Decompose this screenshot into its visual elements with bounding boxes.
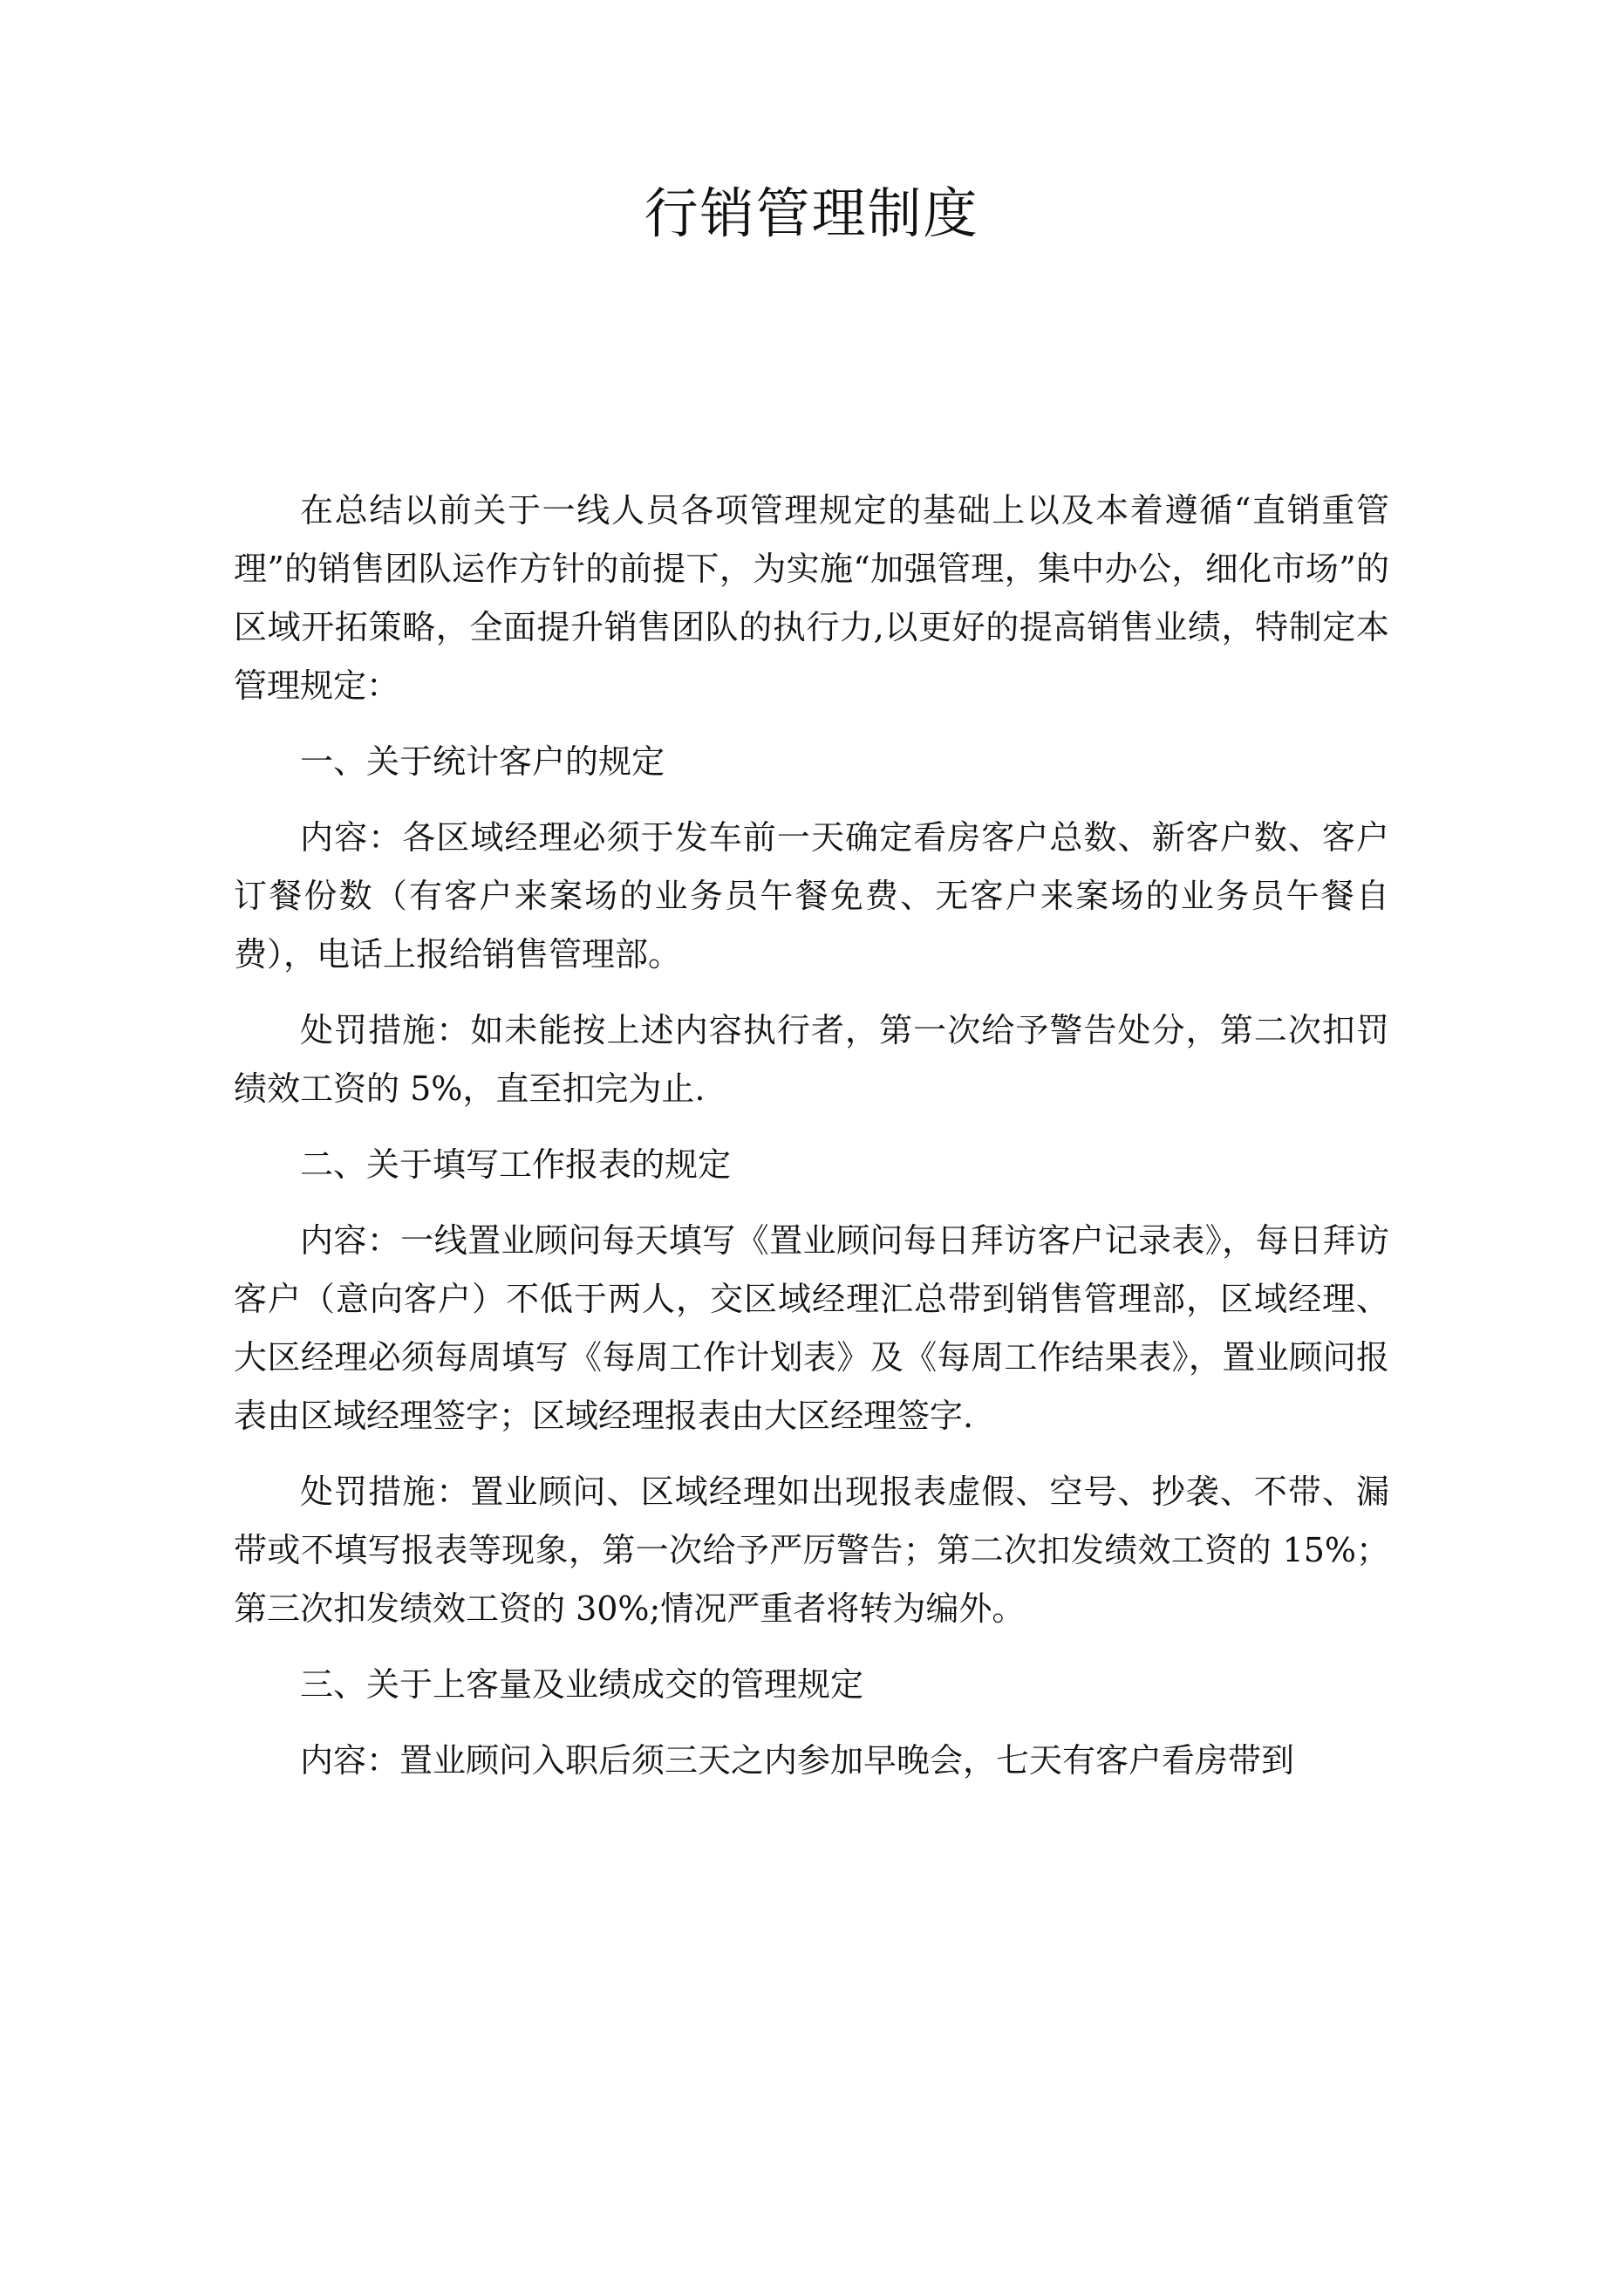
section-1-penalty: 处罚措施：如未能按上述内容执行者，第一次给予警告处分，第二次扣罚绩效工资的 5%，直至扣完为止. <box>234 1011 1389 1108</box>
section-2-penalty: 处罚措施：置业顾问、区域经理如出现报表虚假、空号、抄袭、不带、漏带或不填写报表等现象，第一次给予严厉警告；第二次扣发绩效工资的 15%；第三次扣发绩效工资的 30%;情况严重者将转为编外。 <box>234 1473 1389 1628</box>
document-title: 行销管理制度 <box>644 181 979 245</box>
section-2-heading: 二、关于填写工作报表的规定 <box>300 1145 732 1184</box>
document-body <box>234 482 1389 1807</box>
section-1-content: 内容：各区域经理必须于发车前一天确定看房客户总数、新客户数、客户订餐份数（有客户来案场的业务员午餐免费、无客户来案场的业务员午餐自费），电话上报给销售管理部。 <box>234 818 1389 974</box>
section-3-content: 内容：置业顾问入职后须三天之内参加早晚会，七天有客户看房带到 <box>300 1741 1295 1780</box>
section-2-content: 内容：一线置业顾问每天填写《置业顾问每日拜访客户记录表》，每日拜访客户（意向客户）不低于两人，交区域经理汇总带到销售管理部，区域经理、大区经理必须每周填写《每周工作计划表》及《每周工作结果表》，置业顾问报表由区域经理签字；区域经理报表由大区经理签字. <box>234 1221 1389 1435</box>
section-1-heading: 一、关于统计客户的规定 <box>300 742 665 781</box>
intro-paragraph: 在总结以前关于一线人员各项管理规定的基础上以及本着遵循“直销重管理”的销售团队运作方针的前提下，为实施“加强管理，集中办公，细化市场”的区域开拓策略，全面提升销售团队的执行力,以更好的提高销售业绩，特制定本管理规定： <box>234 491 1389 705</box>
section-3-heading: 三、关于上客量及业绩成交的管理规定 <box>300 1665 864 1704</box>
